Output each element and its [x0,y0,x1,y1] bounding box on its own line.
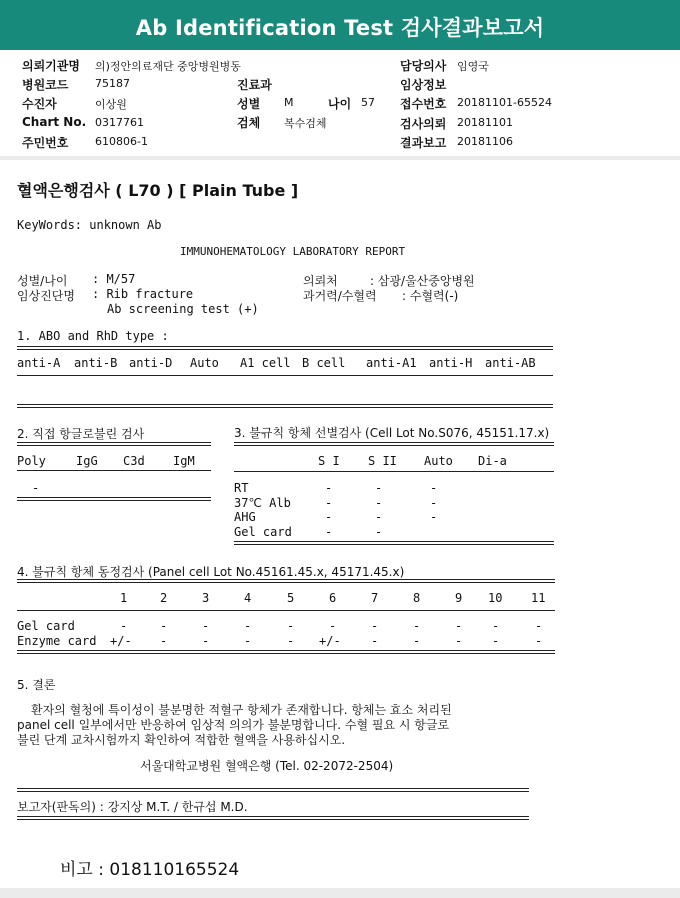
screen-column-header: Di-a [478,454,507,468]
hospital-code-label: 병원코드 [22,78,69,92]
section-title: 혈액은행검사 ( L70 ) [ Plain Tube ] [17,181,299,200]
collector-value: 이상원 [95,98,127,111]
screen-cell: - [325,495,333,510]
screen-cell: - [375,481,383,495]
panel-cell: - [455,619,463,633]
panel-divider [17,650,555,654]
screen-cell: - [325,510,333,524]
report-title-bar: Ab Identification Test 검사결과보고서 [0,0,680,56]
report-date-value: 20181106 [457,135,513,148]
abo-column-header: Auto [190,356,219,370]
hospital-code-value: 75187 [95,77,130,90]
panel-cell: - [244,619,252,633]
screen-cell: - [375,510,383,524]
dat-column-header: IgG [76,454,98,468]
panel-column-header: 11 [531,591,546,605]
conclusion-title: 5. 결론 [17,678,56,692]
conclusion-line: 불린 단계 교차시험까지 확인하여 적합한 혈액을 사용하십시오. [17,733,346,747]
screen-cell: - [325,524,333,539]
abo-column-header: anti-D [129,356,173,370]
specimen-value: 복수검체 [284,117,327,130]
abo-column-header: anti-H [429,356,473,370]
chart-value: 0317761 [95,116,144,129]
panel-cell: - [535,619,543,633]
collector-label: 수진자 [22,97,57,111]
age-label: 나이 [328,97,352,111]
panel-cell: - [160,633,168,648]
screen-row-label: Gel card [234,524,292,539]
panel-column-header: 7 [371,591,379,605]
panel-column-header: 1 [120,591,128,605]
screen-cell: - [430,495,438,510]
sex-age-label: 성별/나이 [17,274,68,288]
blood-bank-section [0,160,680,888]
screen-row-label: 37℃ Alb [234,495,291,510]
receipt-label: 접수번호 [400,97,447,111]
panel-cell: - [492,633,500,648]
panel-cell: - [535,633,543,648]
sex-value: M [284,96,294,109]
sex-age-value: : M/57 [92,272,136,286]
request-label: 검사의뢰 [400,117,447,131]
screen-column-header: Auto [424,454,453,468]
screen-cell: - [375,495,383,510]
abo-divider [17,375,553,376]
chart-label: Chart No. [22,115,87,129]
diagnosis-value: : Rib fracture [92,287,194,301]
panel-cell: +/- [110,633,132,648]
panel-column-header: 9 [455,591,463,605]
report-date-label: 결과보고 [400,136,447,150]
reporter: 보고자(판독의) : 강지상 M.T. / 한규섭 M.D. [17,800,248,814]
clinical-label: 임상정보 [400,78,447,92]
referrer-value: : 삼광/울산중앙병원 [370,274,475,288]
doctor-value: 임영국 [457,60,489,73]
diagnosis-label: 임상진단명 [17,289,75,303]
screen-cell: - [375,524,383,539]
panel-cell: - [371,633,379,648]
lab-report-title: IMMUNOHEMATOLOGY LABORATORY REPORT [180,245,406,258]
panel-cell: - [413,633,421,648]
panel-column-header: 3 [202,591,210,605]
panel-cell: - [329,619,337,633]
dat-column-header: Poly [17,454,46,468]
report-header [0,50,680,156]
panel-cell: - [202,633,210,648]
abo-column-header: anti-A1 [366,356,417,370]
dat-divider [17,497,211,501]
panel-cell: - [413,619,421,633]
screen-column-header: S I [318,454,340,468]
panel-divider [17,610,555,611]
panel-row-label: Gel card [17,619,75,633]
screen-divider [234,442,554,446]
panel-column-header: 2 [160,591,168,605]
panel-cell: - [120,619,128,633]
screen-title: 3. 불규칙 항체 선별검사 (Cell Lot No.S076, 45151.17.x) [234,426,550,440]
panel-cell: +/- [319,633,341,648]
panel-cell: - [244,633,252,648]
history-value: : 수혈력(-) [402,289,459,303]
abo-column-header: anti-AB [485,356,536,370]
abo-column-header: anti-A [17,356,61,370]
institution-label: 의뢰기관명 [22,59,80,73]
panel-column-header: 8 [413,591,421,605]
rrn-label: 주민번호 [22,136,69,150]
screen-divider [234,541,554,545]
panel-divider [17,579,555,583]
history-label: 과거력/수혈력 [303,289,377,303]
screen-row-label: RT [234,481,249,495]
doctor-label: 담당의사 [400,59,447,73]
specimen-label: 검체 [237,116,261,130]
abo-column-header: anti-B [74,356,118,370]
dat-title: 2. 직접 항글로불린 검사 [17,427,145,441]
screen-cell: - [430,510,438,524]
dat-column-header: C3d [123,454,145,468]
conclusion-line: panel cell 일부에서만 반응하여 임상적 의의가 불분명합니다. 수혈 필요 시 항글로 [17,718,450,732]
request-value: 20181101 [457,116,513,129]
panel-column-header: 6 [329,591,337,605]
dat-column-header: IgM [173,454,195,468]
abo-divider [17,404,553,408]
panel-cell: - [160,619,168,633]
dat-value: - [32,481,40,495]
reporter-divider [17,788,529,792]
dat-divider [17,470,211,471]
panel-cell: - [492,619,500,633]
panel-cell: - [455,633,463,648]
panel-title: 4. 불규칙 항체 동정검사 (Panel cell Lot No.45161.45.x, 45171.45.x) [17,565,405,579]
abo-column-header: B cell [302,356,346,370]
abo-divider [17,346,553,350]
receipt-value: 20181101-65524 [457,96,552,109]
rrn-value: 610806-1 [95,135,148,148]
panel-column-header: 5 [287,591,295,605]
sex-label: 성별 [237,97,261,111]
abo-column-header: A1 cell [240,356,291,370]
screen-column-header: S II [368,454,397,468]
panel-cell: - [287,633,295,648]
panel-row-label: Enzyme card [17,633,97,648]
screening-result: Ab screening test (+) [107,302,259,316]
screen-row-label: AHG [234,510,256,524]
panel-cell: - [287,619,295,633]
blood-bank-contact: 서울대학교병원 혈액은행 (Tel. 02-2072-2504) [140,759,394,773]
screen-cell: - [325,481,333,495]
panel-column-header: 10 [488,591,503,605]
panel-cell: - [202,619,210,633]
referrer-label: 의뢰처 [303,274,338,288]
panel-cell: - [371,619,379,633]
dat-divider [17,442,211,446]
screen-divider [234,471,554,472]
department-label: 진료과 [237,78,272,92]
panel-column-header: 4 [244,591,252,605]
institution-value: 의)정안의료재단 중앙병원병동 [95,60,241,73]
reporter-divider [17,816,529,820]
note: 비고 : 018110165524 [60,860,240,880]
age-value: 57 [361,96,375,109]
abo-title: 1. ABO and RhD type : [17,329,169,343]
conclusion-line: 환자의 혈청에 특이성이 불분명한 적혈구 항체가 존재합니다. 항체는 효소 처리된 [31,703,452,717]
screen-cell: - [430,481,438,495]
keywords: KeyWords: unknown Ab [17,218,162,232]
